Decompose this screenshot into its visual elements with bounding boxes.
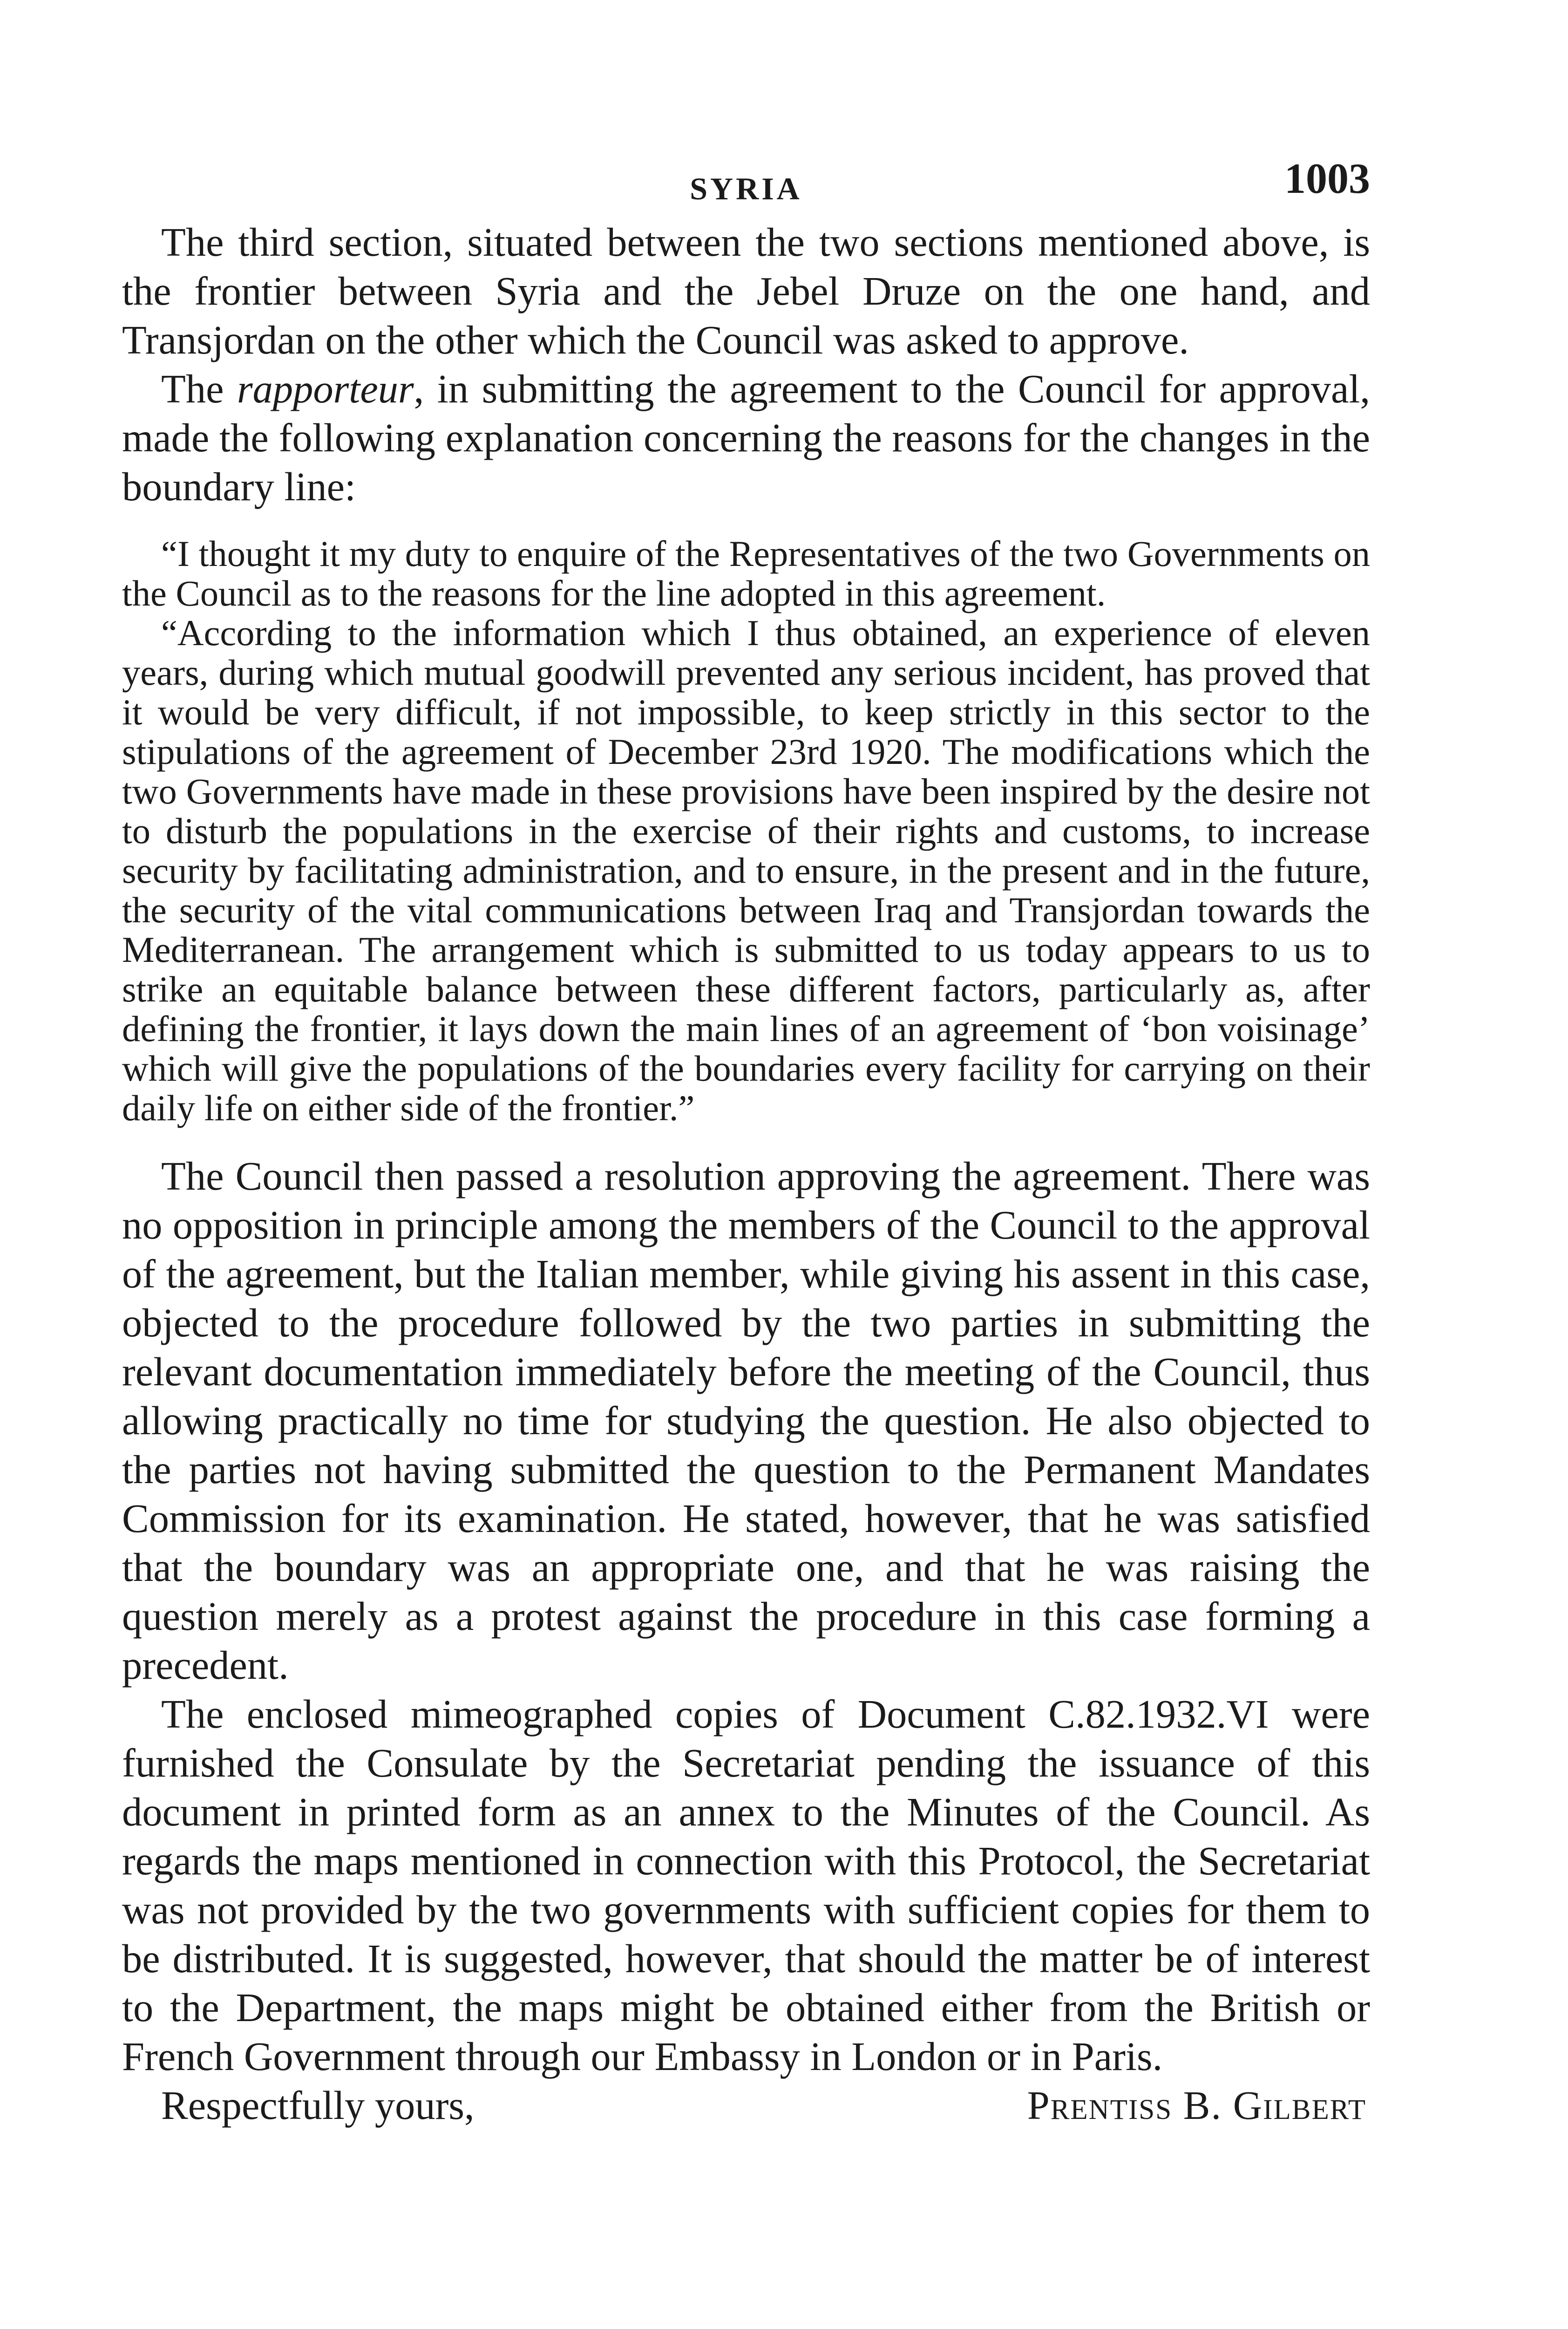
- quotation-paragraph-2: “According to the information which I thus obtained, an experience of eleven years, during which mutual goodwill prevented any serious incident, has proved that it would be very difficult, if not impossible, to keep strictly in this sector to the stipulations of the agreement of December 23rd 1920. The modifications which the two Governments have made in these provisions have been inspired by the desire not to disturb the populations in the exercise of their rights and customs, to increase security by facilitating administration, and to ensure, in the present and in the future, the security of the vital communications between Iraq and Transjordan towards the Mediterranean. The arrangement which is submitted to us today appears to us to strike an equitable balance between these different factors, particularly as, after defining the frontier, it lays down the main lines of an agreement of ‘bon voisinage’ which will give the populations of the boundaries every facility for carrying on their daily life on either side of the frontier.”: [122, 613, 1370, 1128]
- running-head: [122, 154, 1370, 205]
- paragraph-third-section: The third section, situated between the two sections mentioned above, is the frontier between Syria and the Jebel Druze on the one hand, and Transjordan on the other which the Council was asked to approve.: [122, 220, 1370, 362]
- rapporteur-term: rapporteur: [237, 367, 414, 411]
- page-number: 1003: [1284, 155, 1370, 202]
- rapporteur-quotation: [122, 534, 1370, 1128]
- document-page: [122, 154, 1370, 2130]
- signer-name: Prentiss B. Gilbert: [1027, 2083, 1366, 2128]
- paragraph-rapporteur-rest: , in submitting the agreement to the Council for approval, made the following explanation concerning the reasons for the changes in the boundary line:: [122, 367, 1370, 509]
- paragraph-rapporteur: [122, 365, 1370, 511]
- complimentary-close: Respectfully yours,: [161, 2083, 475, 2128]
- running-title: SYRIA: [690, 171, 802, 206]
- paragraph-council-resolution: The Council then passed a resolution approving the agreement. There was no opposition in principle among the members of the Council to the approval of the agreement, but the Italian member, while giving his assent in this case, objected to the procedure followed by the two parties in submitting the relevant documentation immediately before the meeting of the Council, thus allowing practically no time for studying the question. He also objected to the parties not having submitted the question to the Permanent Mandates Commission for its examination. He stated, however, that he was satisfied that the boundary was an appropriate one, and that he was raising the question merely as a protest against the procedure in this case forming a precedent.: [122, 1154, 1370, 1688]
- quotation-paragraph-1: “I thought it my duty to enquire of the Representatives of the two Governments on the Council as to the reasons for the line adopted in this agreement.: [122, 533, 1370, 613]
- signature-block: [122, 2081, 1370, 2130]
- paragraph-enclosed-documents: The enclosed mimeographed copies of Document C.82.1932.VI were furnished the Consulate by the Secretariat pending the issuance of this document in printed form as an annex to the Minutes of the Council. As regards the maps mentioned in connection with this Protocol, the Secretariat was not provided by the two governments with sufficient copies for them to be distributed. It is suggested, however, that should the matter be of interest to the Department, the maps might be obtained either from the British or French Government through our Embassy in London or in Paris.: [122, 1692, 1370, 2079]
- paragraph-rapporteur-lead: The: [161, 367, 237, 411]
